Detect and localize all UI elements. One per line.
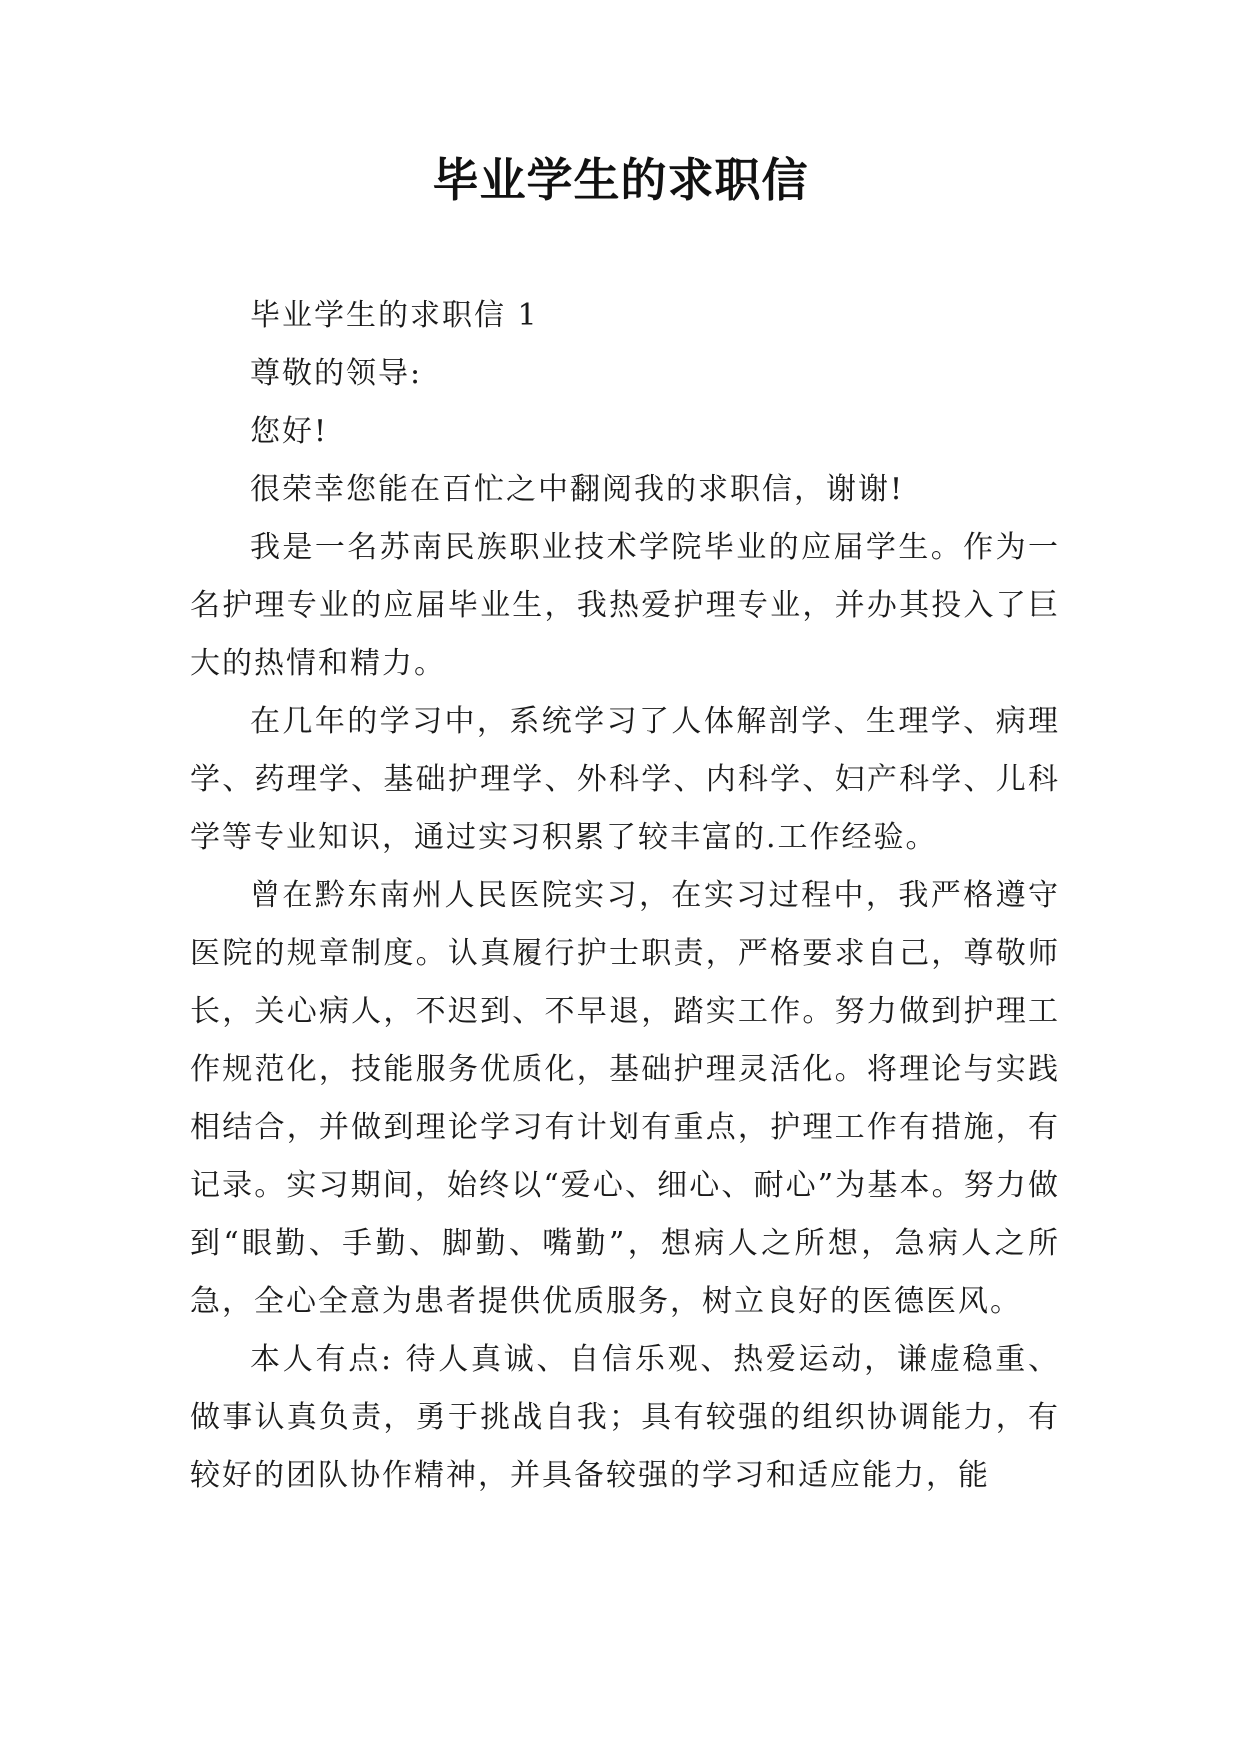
document-title: 毕业学生的求职信 [432,153,809,207]
paragraph-thanks: 很荣幸您能在百忙之中翻阅我的求职信，谢谢! [250,472,905,507]
paragraph-internship: 曾在黔东南州人民医院实习，在实习过程中，我严格遵守医院的规章制度。认真履行护士职责，严格要求自己，尊敬师长，关心病人，不迟到、不早退，踏实工作。努力做到护理工作规范化，技能服务优质化，基础护理灵活化。将理论与实践 相结合，并做到理论学习有计划有重点，护理工作有措施，有记录。实习期间，始终以“爱心、细心、耐心”为基本。努力做到“眼勤、手勤、脚勤、嘴勤”，想病人之所想，急病人之所急，全心全意为患者提供优质服务，树立良好的医德医风。 [190,878,1060,1319]
paragraph-studies: 在几年的学习中，系统学习了人体解剖学、生理学、病理学、药理学、基础护理学、外科学、内科学、妇产科学、儿科学等专业知识，通过实习积累了较丰富的.工作经验。 [190,704,1060,855]
paragraph-subtitle: 毕业学生的求职信 1 [250,298,539,333]
paragraph-greeting: 您好! [250,414,329,449]
document-body [190,287,1060,1505]
paragraph-salutation: 尊敬的领导: [250,356,423,391]
paragraph-introduction: 我是一名苏南民族职业技术学院毕业的应届学生。作为一名护理专业的应届毕业生，我热爱护理专业，并办其投入了巨大的热情和精力。 [190,530,1060,681]
paragraph-strengths: 本人有点: 待人真诚、自信乐观、热爱运动，谦虚稳重、做事认真负责，勇于挑战自我；具有较强的组织协调能力，有较好的团队协作精神，并具备较强的学习和适应能力，能 [190,1342,1060,1493]
